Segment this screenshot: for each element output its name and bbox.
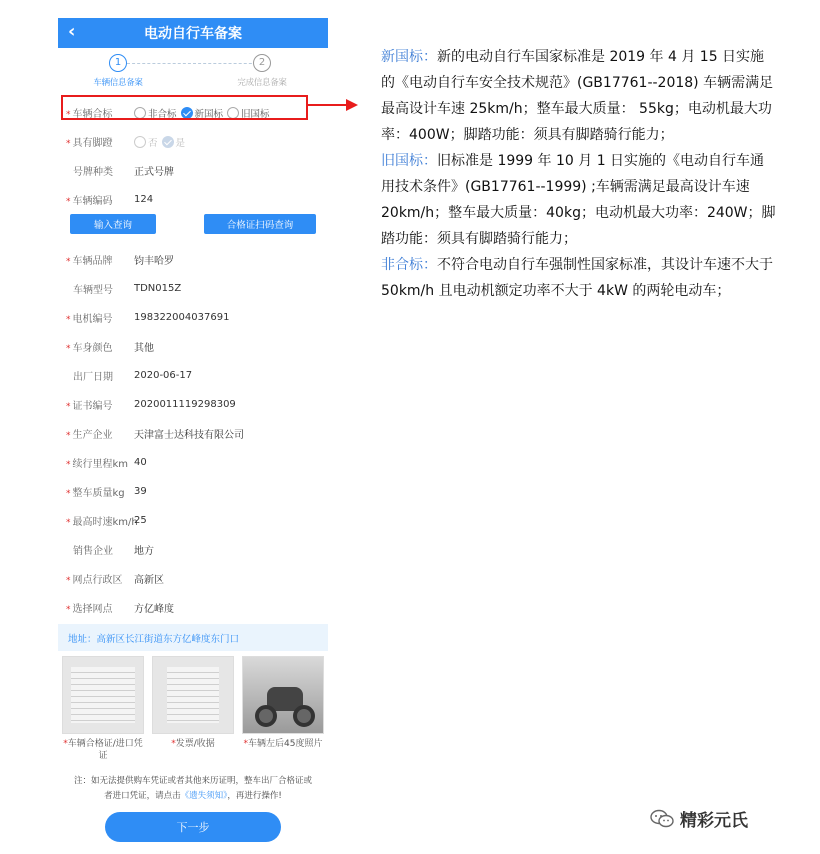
field-value: 2020-06-17 xyxy=(134,370,193,381)
pedal-radio-group xyxy=(134,135,185,149)
row-manufacturer[interactable] xyxy=(58,419,328,448)
field-value: 正式号牌 xyxy=(134,167,174,178)
query-buttons xyxy=(58,214,328,240)
lost-notice-link[interactable]: 《遗失须知》 xyxy=(180,791,228,801)
row-max-speed[interactable] xyxy=(58,506,328,535)
field-label: * 车辆编码 xyxy=(66,196,113,207)
form xyxy=(58,98,328,842)
step-1-label: 车辆信息备案 xyxy=(93,78,143,88)
field-label: * 车身颜色 xyxy=(66,343,113,354)
field-label: * 车辆品牌 xyxy=(66,256,113,267)
row-district[interactable] xyxy=(58,564,328,593)
row-outlet[interactable] xyxy=(58,593,328,622)
row-manufacture-date[interactable] xyxy=(58,361,328,390)
invoice-image[interactable] xyxy=(152,656,234,734)
field-label: * 生产企业 xyxy=(66,430,113,441)
step-1 xyxy=(68,54,168,88)
field-label: * 整车质量kg xyxy=(66,488,125,499)
page-title: 电动自行车备案 xyxy=(144,26,242,42)
photo-certificate[interactable] xyxy=(62,656,144,762)
row-model[interactable] xyxy=(58,274,328,303)
scan-certificate-button[interactable]: 合格证扫码查询 xyxy=(204,214,316,234)
row-plate-type[interactable] xyxy=(58,156,328,185)
field-label: 销售企业 xyxy=(73,546,113,557)
photo-caption: *发票/收据 xyxy=(171,739,215,749)
arrow-right-icon xyxy=(308,98,358,112)
radio-pedal-no[interactable]: 否 xyxy=(134,135,158,149)
row-range[interactable] xyxy=(58,448,328,477)
field-value: 高新区 xyxy=(134,575,164,586)
field-value: 钧丰哈罗 xyxy=(134,256,174,267)
row-weight[interactable] xyxy=(58,477,328,506)
row-certificate-number[interactable] xyxy=(58,390,328,419)
radio-circle-icon xyxy=(134,136,146,148)
field-label: * 网点行政区 xyxy=(66,575,123,586)
field-label: * 证书编号 xyxy=(66,401,113,412)
field-value: 其他 xyxy=(134,343,154,354)
field-label: * 电机编号 xyxy=(66,314,113,325)
field-value: TDN015Z xyxy=(134,283,182,294)
photo-caption: *车辆合格证/进口凭证 xyxy=(63,739,143,761)
field-label: * 选择网点 xyxy=(66,604,113,615)
field-value: 地方 xyxy=(134,546,154,557)
row-seller[interactable] xyxy=(58,535,328,564)
address-bar: 地址：高新区长江街道东方亿峰度东门口 xyxy=(58,624,328,651)
watermark xyxy=(650,806,748,831)
radio-new-standard[interactable]: 新国标 xyxy=(181,106,224,120)
new-standard-text: 新国标：新的电动自行车国家标准是 2019 年 4 月 15 日实施的《电动自行车安全技术规范》(GB17761--2018) 车辆需满足最高设计车速 25km/h；整车最大质量： 55kg；电动机最大功率：400W；脚踏功能：须具有脚踏骑行能力； xyxy=(381,49,774,143)
field-value: 方亿峰度 xyxy=(134,604,174,615)
standard-explanation xyxy=(381,44,776,304)
radio-old-standard[interactable]: 旧国标 xyxy=(227,106,270,120)
row-pedal xyxy=(58,127,328,156)
input-query-button[interactable]: 输入查询 xyxy=(70,214,156,234)
row-color[interactable] xyxy=(58,332,328,361)
step-2 xyxy=(212,54,312,88)
field-value: 天津富士达科技有限公司 xyxy=(134,430,244,441)
watermark-text: 精彩元氏 xyxy=(680,811,748,831)
radio-non-standard[interactable]: 非合标 xyxy=(134,106,177,120)
row-motor-number[interactable] xyxy=(58,303,328,332)
vehicle-image[interactable] xyxy=(242,656,324,734)
field-value: 2020011119298309 xyxy=(134,399,236,410)
radio-checked-icon xyxy=(162,136,174,148)
wechat-icon xyxy=(650,809,674,829)
field-label: * 最高时速km/h xyxy=(66,517,138,528)
photo-invoice[interactable] xyxy=(152,656,234,762)
phone-screenshot xyxy=(58,18,328,850)
annotation-highlight-box xyxy=(61,95,308,120)
radio-pedal-yes[interactable]: 是 xyxy=(162,135,186,149)
photo-caption: *车辆左后45度照片 xyxy=(243,739,323,749)
pedal-label: * 具有脚蹬 xyxy=(66,138,113,149)
non-standard-text: 非合标：不符合电动自行车强制性国家标准，其设计车速不大于 50km/h 且电动机额定功率不大于 4kW 的两轮电动车； xyxy=(381,257,773,299)
photo-vehicle[interactable] xyxy=(242,656,324,762)
vehicle-fields xyxy=(58,245,328,622)
step-2-number: 2 xyxy=(253,54,271,72)
note-text: 注：如无法提供购车凭证或者其他来历证明，整车出厂合格证或者进口凭证，请点击《遗失须知》，再进行操作! xyxy=(73,776,312,801)
step-2-label: 完成信息备案 xyxy=(237,78,287,88)
field-label: 出厂日期 xyxy=(73,372,113,383)
step-1-number: 1 xyxy=(109,54,127,72)
field-value: 40 xyxy=(134,457,147,468)
certificate-image[interactable] xyxy=(62,656,144,734)
field-label: 车辆型号 xyxy=(73,285,113,296)
row-brand[interactable] xyxy=(58,245,328,274)
field-value: 25 xyxy=(134,515,147,526)
row-vehicle-code[interactable] xyxy=(58,185,328,214)
field-label: 号牌种类 xyxy=(73,167,113,178)
field-label: * 续行里程km xyxy=(66,459,129,470)
next-step-button[interactable]: 下一步 xyxy=(105,812,281,842)
photo-uploads xyxy=(58,651,328,762)
top-bar xyxy=(58,18,328,48)
back-arrow-icon[interactable]: ‹ xyxy=(68,21,76,42)
field-value: 198322004037691 xyxy=(134,312,230,323)
old-standard-text: 旧国标：旧标准是 1999 年 10 月 1 日实施的《电动自行车通用技术条件》(GB17761--1999) ;车辆需满足最高设计车速 20km/h；整车最大质量：40kg；电动机最大功率：240W；脚踏功能：须具有脚踏骑行能力； xyxy=(381,153,776,247)
step-indicator xyxy=(58,48,328,98)
field-value: 124 xyxy=(134,194,154,205)
field-value: 39 xyxy=(134,486,147,497)
standard-label: * 车辆合标 xyxy=(66,109,113,120)
